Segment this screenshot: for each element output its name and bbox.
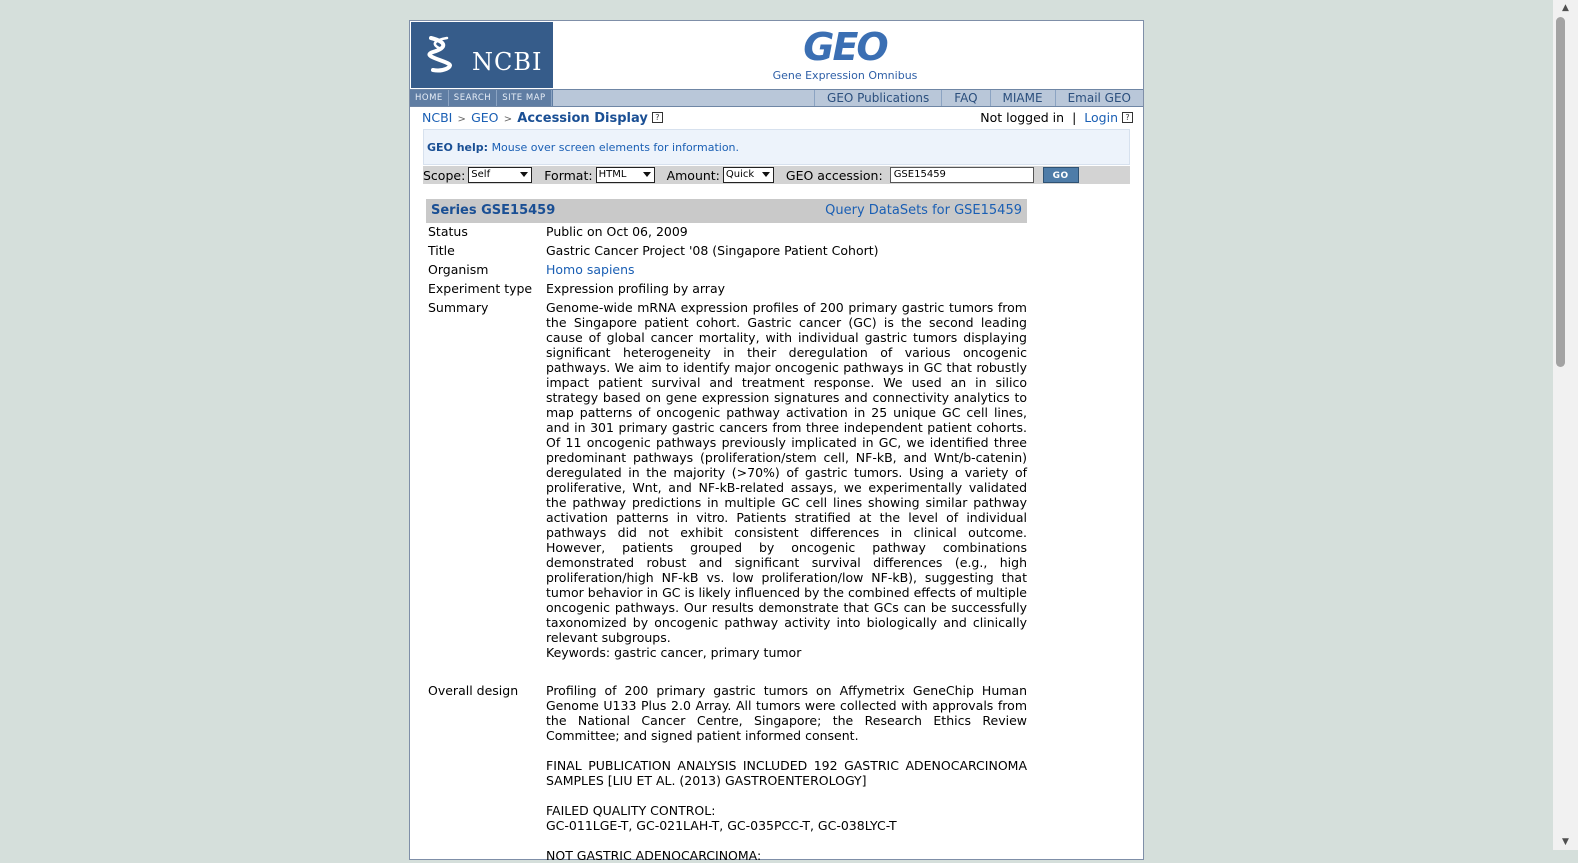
status-label: Status bbox=[428, 224, 468, 239]
scope-label: Scope: bbox=[423, 167, 466, 183]
geo-help-text: Mouse over screen elements for information. bbox=[491, 141, 740, 154]
scroll-down-arrow-icon[interactable]: ▼ bbox=[1562, 837, 1569, 847]
experiment-type-value: Expression profiling by array bbox=[546, 281, 726, 296]
accession-form bbox=[423, 166, 1130, 184]
breadcrumb-separator: > bbox=[500, 114, 516, 125]
go-button[interactable]: GO bbox=[1043, 167, 1079, 183]
geo-help-box bbox=[423, 129, 1130, 165]
query-datasets-link[interactable]: Query DataSets for GSE15459 bbox=[825, 203, 1022, 218]
format-select[interactable]: HTML bbox=[596, 167, 655, 183]
series-header bbox=[426, 199, 1027, 223]
overall-design-paragraph: NOT GASTRIC ADENOCARCINOMA: bbox=[546, 848, 762, 863]
help-icon[interactable]: ? bbox=[1122, 112, 1133, 123]
series-title: Series GSE15459 bbox=[431, 203, 556, 218]
summary-label: Summary bbox=[428, 300, 489, 315]
geo-nav bbox=[814, 90, 1143, 106]
breadcrumb-current: Accession Display bbox=[517, 111, 648, 126]
overall-design-paragraph: FAILED QUALITY CONTROL: bbox=[546, 803, 716, 818]
navbar bbox=[410, 89, 1143, 107]
scroll-up-arrow-icon[interactable]: ▲ bbox=[1562, 3, 1569, 13]
ncbi-logo[interactable] bbox=[411, 22, 553, 88]
login-area bbox=[980, 110, 1133, 125]
nav-email-geo[interactable]: Email GEO bbox=[1055, 90, 1143, 106]
breadcrumb-separator: > bbox=[454, 114, 470, 125]
amount-label: Amount: bbox=[666, 167, 720, 183]
scrollbar-thumb[interactable] bbox=[1556, 17, 1565, 367]
overall-design-paragraph: FINAL PUBLICATION ANALYSIS INCLUDED 192 GASTRIC ADENOCARCINOMA SAMPLES [LIU ET AL. (2013) GASTROENTEROLOGY] bbox=[546, 758, 1027, 788]
summary-value: Genome-wide mRNA expression profiles of 200 primary gastric tumors from the Singapore patient cohort. Gastric cancer (GC) is the second leading cause of global cancer mortality, with individual gastric tumors displaying significant heterogeneity in their deregulation of various oncogenic pathways. We aim to identify major oncogenic pathways in GC that robustly impact patient survival and treatment response. We used an in silico strategy based on gene expression signatures and connectivity analytics to map patterns of oncogenic pathway activation in 25 unique GC cell lines, and in 301 primary gastric cancers from three independent patient cohorts. Of 11 oncogenic pathways previously implicated in GC, we identified three predominant pathways (proliferation/stem cell, NF-kB, and Wnt/b-catenin) deregulated in the majority (>70%) of gastric tumors. Using a variety of proliferative, Wnt, and NF-kB-related assays, we experimentally validated the pathway predictions in multiple GC cell lines showing similar pathway activation patterns in vitro. Patients stratified at the level of individual pathways did not exhibit consistent differences in clinical outcome. However, patients grouped by oncogenic pathway combinations demonstrated robust and significant survival differences (e.g., high proliferation/high NF-kB vs. low proliferation/low NF-kB), suggesting that tumor behavior in GC is likely influenced by the combined effects of multiple oncogenic pathways. Our results demonstrate that GCs can be successfully taxonomized by oncogenic pathway activity into biologically and clinically relevant subgroups. bbox=[546, 300, 1027, 645]
page-frame bbox=[409, 20, 1144, 863]
nav-miame[interactable]: MIAME bbox=[990, 90, 1055, 106]
header bbox=[410, 21, 1143, 89]
table-row bbox=[426, 262, 1027, 281]
ncbi-logo-text: NCBI bbox=[472, 48, 543, 76]
experiment-type-label: Experiment type bbox=[428, 281, 533, 296]
accession-label: GEO accession: bbox=[785, 167, 883, 183]
accession-input[interactable]: GSE15459 bbox=[890, 167, 1034, 183]
breadcrumb bbox=[422, 110, 663, 126]
login-separator: | bbox=[1072, 110, 1077, 125]
helix-icon bbox=[425, 34, 455, 74]
scope-select[interactable]: Self bbox=[468, 167, 532, 183]
organism-link[interactable]: Homo sapiens bbox=[546, 262, 635, 277]
nav-faq[interactable]: FAQ bbox=[941, 90, 989, 106]
format-label: Format: bbox=[544, 167, 593, 183]
table-row bbox=[426, 300, 1027, 675]
nav-search[interactable]: SEARCH bbox=[449, 90, 497, 106]
help-icon[interactable]: ? bbox=[652, 112, 663, 123]
breadcrumb-geo[interactable]: GEO bbox=[471, 110, 499, 125]
table-row bbox=[426, 224, 1027, 243]
nav-site-map[interactable]: SITE MAP bbox=[497, 90, 551, 106]
overall-design-label: Overall design bbox=[428, 683, 519, 698]
login-link[interactable]: Login bbox=[1084, 110, 1118, 125]
geo-help-label: GEO help: bbox=[427, 141, 489, 154]
keywords-value: Keywords: gastric cancer, primary tumor bbox=[546, 645, 802, 660]
vertical-scrollbar[interactable] bbox=[1553, 0, 1578, 850]
title-value: Gastric Cancer Project '08 (Singapore Patient Cohort) bbox=[546, 243, 879, 258]
geo-logo-mark: GEO bbox=[803, 25, 887, 69]
ncbi-nav bbox=[410, 90, 553, 106]
amount-select[interactable]: Quick bbox=[723, 167, 774, 183]
status-value: Public on Oct 06, 2009 bbox=[546, 224, 688, 239]
overall-design-paragraph: Profiling of 200 primary gastric tumors on Affymetrix GeneChip Human Genome U133 Plus 2.0 Array. All tumors were collected with approvals from the National Cancer Centre, Singapore; the Research Ethics Review Committee; and signed patient informed consent. bbox=[546, 683, 1027, 743]
nav-geo-publications[interactable]: GEO Publications bbox=[814, 90, 941, 106]
overall-design-paragraph: GC-011LGE-T, GC-021LAH-T, GC-035PCC-T, GC-038LYC-T bbox=[546, 818, 897, 833]
breadcrumb-ncbi[interactable]: NCBI bbox=[422, 110, 453, 125]
table-row bbox=[426, 243, 1027, 262]
series-info-table bbox=[426, 224, 1027, 863]
nav-home[interactable]: HOME bbox=[410, 90, 449, 106]
table-row bbox=[426, 675, 1027, 863]
login-status: Not logged in bbox=[980, 110, 1065, 125]
organism-label: Organism bbox=[428, 262, 489, 277]
table-row bbox=[426, 281, 1027, 300]
geo-logo[interactable] bbox=[770, 27, 920, 87]
title-label: Title bbox=[428, 243, 455, 258]
geo-logo-subtitle: Gene Expression Omnibus bbox=[772, 69, 918, 82]
